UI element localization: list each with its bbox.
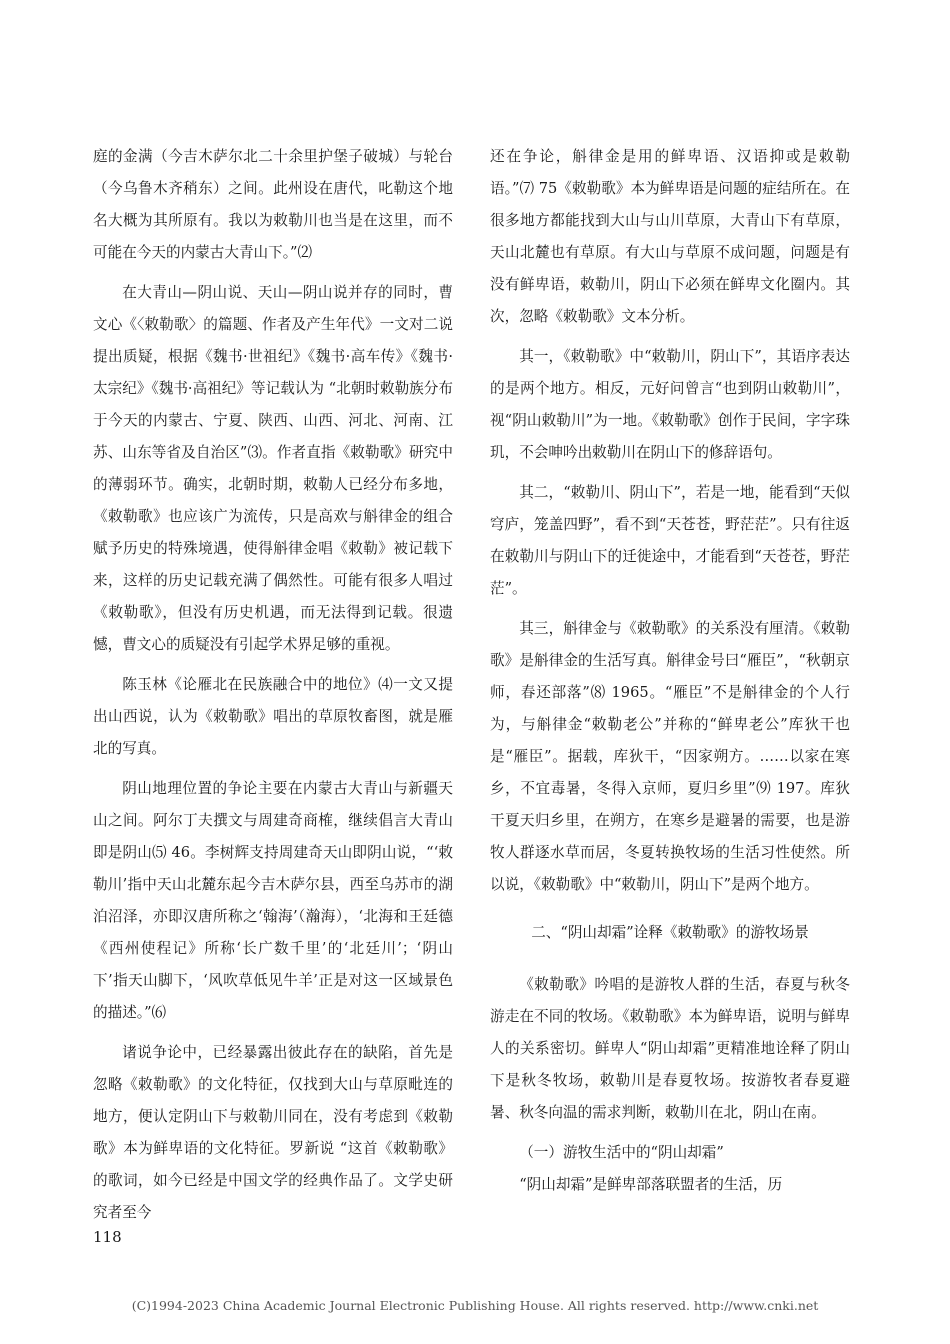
sub-heading: （一）游牧生活中的“阴山却霜”	[519, 1144, 724, 1161]
section-heading: 二、“阴山却霜”诠释《敕勒歌》的游牧场景	[531, 924, 809, 941]
left-paragraph-3: 陈玉林《论雁北在民族融合中的地位》⑷一文又提出山西说，认为《敕勒歌》唱出的草原牧畜图，就是雁北的写真。	[93, 676, 453, 757]
left-paragraph-2: 在大青山—阴山说、天山—阴山说并存的同时，曹文心《〈敕勒歌〉的篇题、作者及产生年代》一文对二说提出质疑，根据《魏书·世祖纪》《魏书·高车传》《魏书·太宗纪》《魏书·高祖纪》等记载认为 “北朝时敕勒族分布于今天的内蒙古、宁夏、陕西、山西、河北、河南、江苏、山东等省及自治区”⑶。作者直指《敕勒歌》研究中的薄弱环节。确实，北朝时期，敕勒人已经分布多地，《敕勒歌》也应该广为流传，只是高欢与斛律金的组合赋予历史的特殊境遇，使得斛律金唱《敕勒》被记载下来，这样的历史记载充满了偶然性。可能有很多人唱过《敕勒歌》，但没有历史机遇，而无法得到记载。很遗憾，曹文心的质疑没有引起学术界足够的重视。	[93, 284, 453, 653]
left-column	[93, 141, 453, 1229]
right-paragraph-3: 其二，“敕勒川、阴山下”，若是一地，能看到“天似穹庐，笼盖四野”，看不到“天苍苍，野茫茫”。只有往返在敕勒川与阴山下的迁徙途中，才能看到“天苍苍，野茫茫”。	[490, 484, 850, 597]
right-column	[490, 141, 850, 1201]
right-paragraph-4: 其三，斛律金与《敕勒歌》的关系没有厘清。《敕勒歌》是斛律金的生活写真。斛律金号曰“雁臣”，“秋朝京师，春还部落”⑻ 1965。“雁臣”不是斛律金的个人行为，与斛律金“敕勒老公”并称的“鲜卑老公”库狄干也是“雁臣”。据载，库狄干，“因家朔方。……以家在寒乡，不宜毒暑，冬得入京师，夏归乡里”⑼ 197。库狄干夏天归乡里，在朔方，在寒乡是避暑的需要，也是游牧人群逐水草而居，冬夏转换牧场的生活习性使然。所以说，《敕勒歌》中“敕勒川，阴山下”是两个地方。	[490, 620, 850, 893]
copyright-footer: (C)1994-2023 China Academic Journal Electronic Publishing House. All rights reserved. http://www.cnki.net	[131, 1298, 819, 1313]
right-paragraph-1: 还在争论，斛律金是用的鲜卑语、汉语抑或是敕勒语。”⑺ 75《敕勒歌》本为鲜卑语是问题的症结所在。在很多地方都能找到大山与山川草原，大青山下有草原，天山北麓也有草原。有大山与草原不成问题，问题是有没有鲜卑语，敕勒川，阴山下必须在鲜卑文化圈内。其次，忽略《敕勒歌》文本分析。	[490, 148, 850, 325]
left-paragraph-4: 阴山地理位置的争论主要在内蒙古大青山与新疆天山之间。阿尔丁夫撰文与周建奇商榷，继续倡言大青山即是阴山⑸ 46。李树辉支持周建奇天山即阴山说，“‘敕勒川’指中天山北麓东起今吉木萨尔县，西至乌苏市的湖泊沼泽，亦即汉唐所称之‘翰海’（瀚海），‘北海和王廷德《西州使程记》所称‘长广数千里’的‘北廷川’；‘阴山下’指天山脚下，‘风吹草低见牛羊’正是对这一区域景色的描述。”⑹	[93, 780, 453, 1021]
page-number: 118	[93, 1228, 122, 1246]
right-paragraph-2: 其一，《敕勒歌》中“敕勒川，阴山下”，其语序表达的是两个地方。相反，元好问曾言“也到阴山敕勒川”，视“阴山敕勒川”为一地。《敕勒歌》创作于民间，字字珠玑，不会呻吟出敕勒川在阴山下的修辞语句。	[490, 348, 850, 461]
left-paragraph-5: 诸说争论中，已经暴露出彼此存在的缺陷，首先是忽略《敕勒歌》的文化特征，仅找到大山与草原毗连的地方，便认定阴山下与敕勒川同在，没有考虑到《敕勒歌》本为鲜卑语的文化特征。罗新说 “这首《敕勒歌》的歌词，如今已经是中国文学的经典作品了。文学史研究者至今	[93, 1044, 453, 1221]
right-paragraph-6: “阴山却霜”是鲜卑部落联盟者的生活，历	[519, 1176, 783, 1193]
right-paragraph-5: 《敕勒歌》吟唱的是游牧人群的生活，春夏与秋冬游走在不同的牧场。《敕勒歌》本为鲜卑语，说明与鲜卑人的关系密切。鲜卑人“阴山却霜”更精准地诠释了阴山下是秋冬牧场，敕勒川是春夏牧场。按游牧者春夏避暑、秋冬向温的需求判断，敕勒川在北，阴山在南。	[490, 976, 850, 1121]
left-paragraph-1: 庭的金满（今吉木萨尔北二十余里护堡子破城）与轮台（今乌鲁木齐稍东）之间。此州设在唐代，叱勒这个地名大概为其所原有。我以为敕勒川也当是在这里，而不可能在今天的内蒙古大青山下。”⑵	[93, 148, 453, 261]
